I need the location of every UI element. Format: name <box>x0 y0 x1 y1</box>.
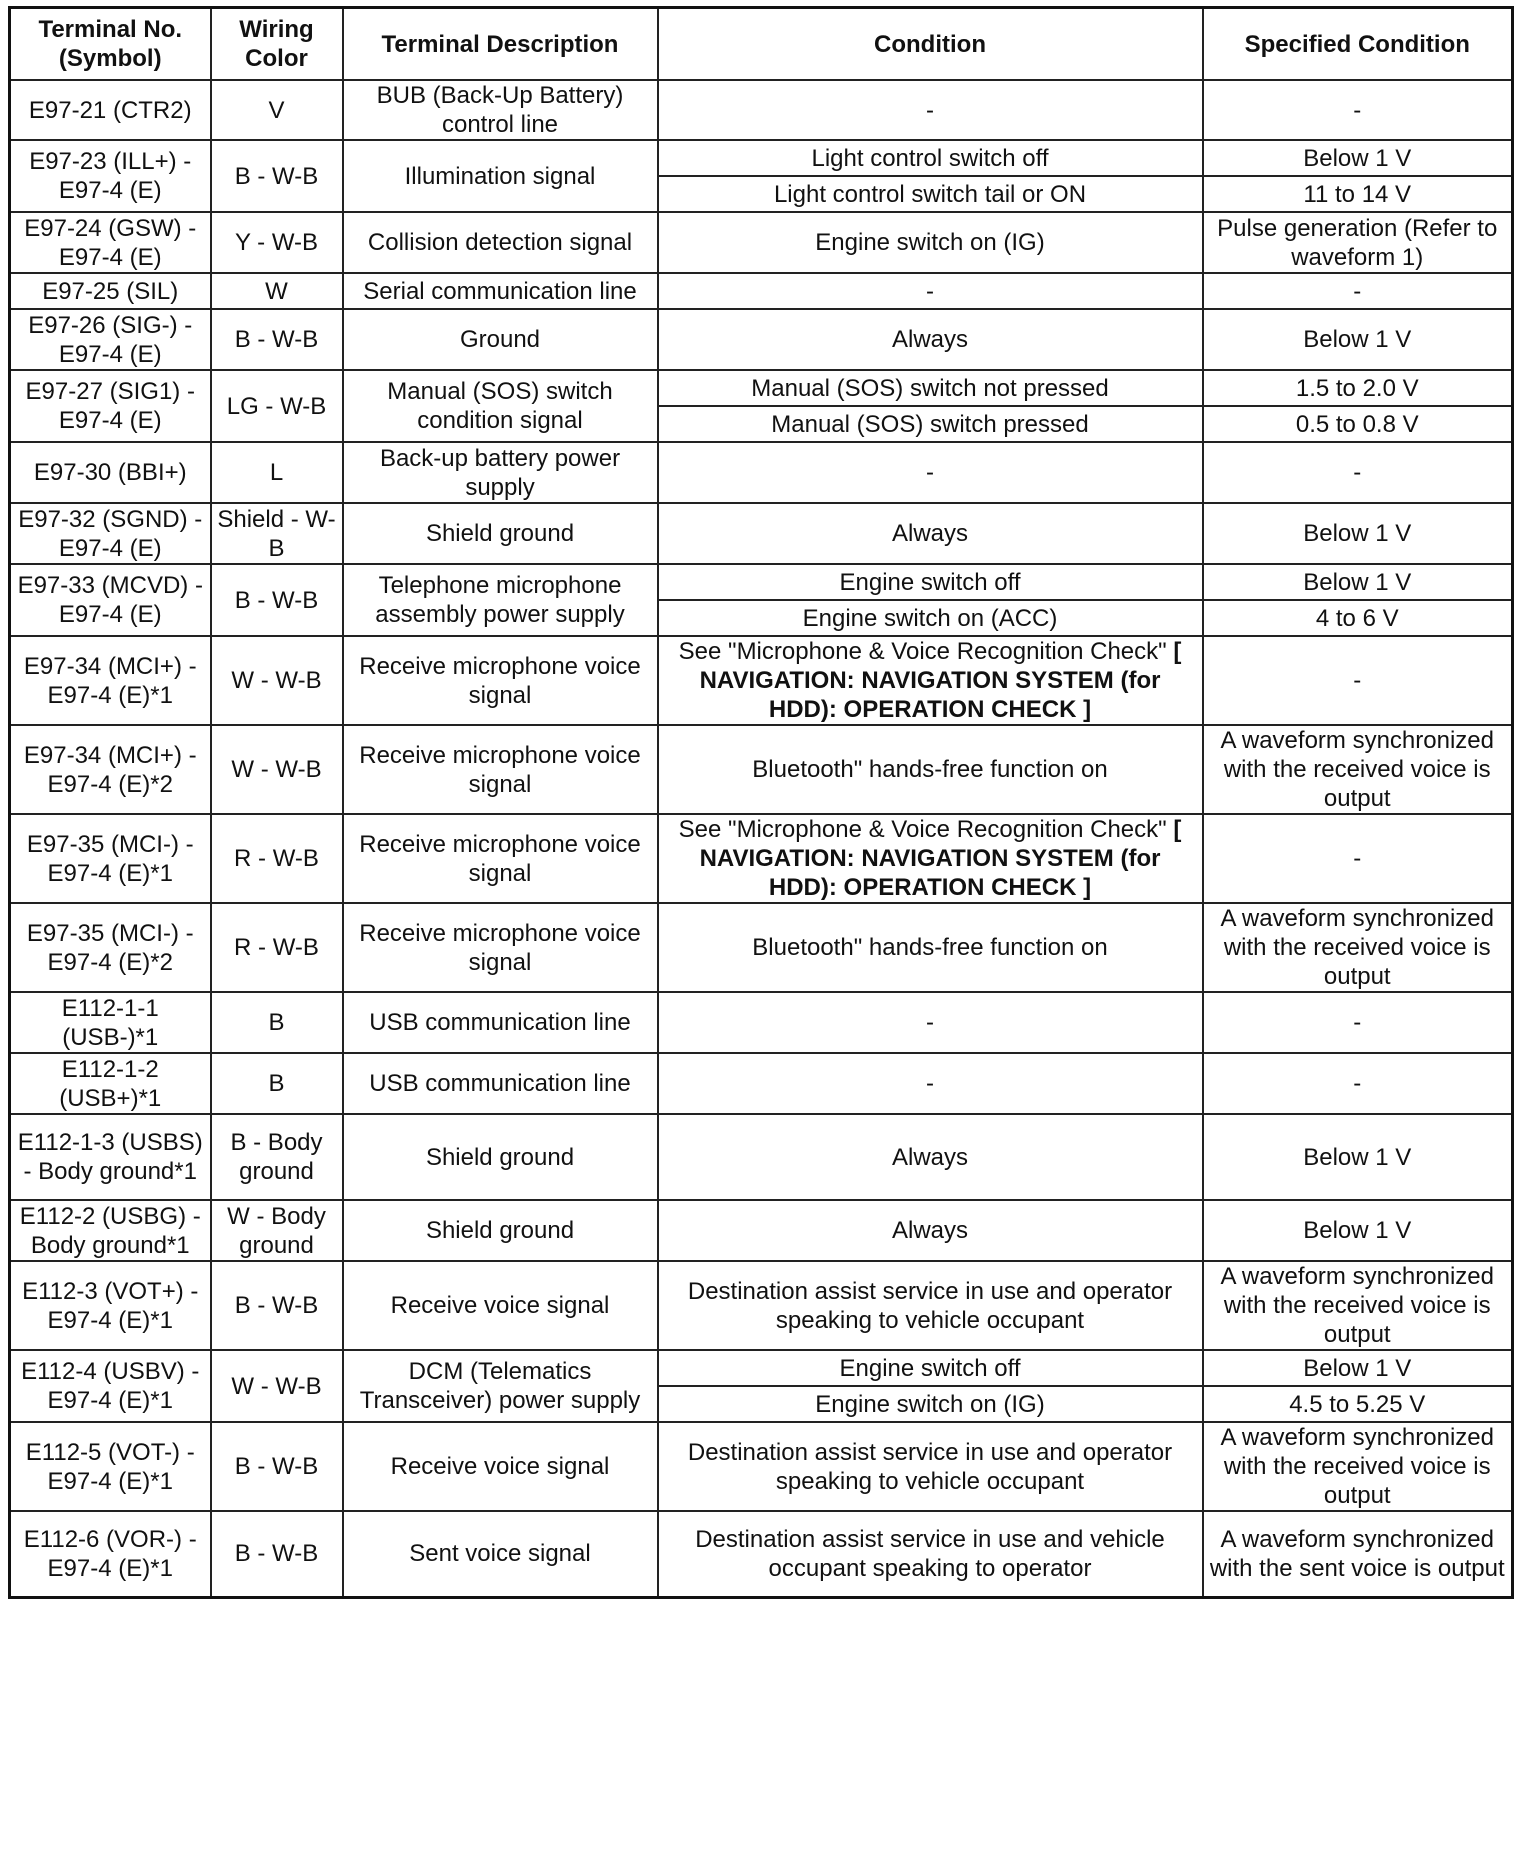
description-cell: Receive microphone voice signal <box>343 814 658 903</box>
description-cell: Telephone microphone assembly power supply <box>343 564 658 636</box>
description-cell: Receive voice signal <box>343 1261 658 1350</box>
bracket-open: [ <box>1173 816 1182 843</box>
terminal-cell: E97-34 (MCI+) - E97-4 (E)*1 <box>10 636 211 725</box>
table-row <box>10 903 1513 992</box>
condition-cell <box>658 636 1203 725</box>
terminal-cell: E112-1-1 (USB-)*1 <box>10 992 211 1053</box>
specified-condition-cell: Below 1 V <box>1203 309 1513 370</box>
specified-condition-cell: A waveform synchronized with the sent voice is output <box>1203 1511 1513 1597</box>
description-cell: USB communication line <box>343 992 658 1053</box>
specified-condition-cell: Below 1 V <box>1203 1350 1513 1386</box>
table-row <box>10 1422 1513 1511</box>
condition-cell: Light control switch tail or ON <box>658 176 1203 212</box>
see-check-text: See "Microphone & Voice Recognition Check" <box>678 638 1167 665</box>
wiring-color-cell: W - Body ground <box>211 1200 343 1261</box>
specified-condition-cell: Below 1 V <box>1203 1114 1513 1200</box>
table-row <box>10 212 1513 273</box>
table-row <box>10 1350 1513 1386</box>
header-wiring <box>211 8 343 81</box>
table-row <box>10 140 1513 176</box>
condition-cell: Always <box>658 1200 1203 1261</box>
specified-condition-cell: - <box>1203 992 1513 1053</box>
wiring-color-cell: B - W-B <box>211 309 343 370</box>
terminal-cell: E112-4 (USBV) - E97-4 (E)*1 <box>10 1350 211 1422</box>
table-row <box>10 503 1513 564</box>
terminal-cell: E97-25 (SIL) <box>10 273 211 309</box>
wiring-color-cell: R - W-B <box>211 814 343 903</box>
description-cell: Sent voice signal <box>343 1511 658 1597</box>
terminal-cell: E112-1-2 (USB+)*1 <box>10 1053 211 1114</box>
table-row <box>10 1114 1513 1200</box>
wiring-color-cell: B - W-B <box>211 1261 343 1350</box>
wiring-color-cell: R - W-B <box>211 903 343 992</box>
wiring-color-cell: L <box>211 442 343 503</box>
specified-condition-cell: 4 to 6 V <box>1203 600 1513 636</box>
condition-cell <box>658 814 1203 903</box>
specified-condition-cell: Pulse generation (Refer to waveform 1) <box>1203 212 1513 273</box>
table-row <box>10 1200 1513 1261</box>
terminal-cell: E112-6 (VOR-) - E97-4 (E)*1 <box>10 1511 211 1597</box>
description-cell: Receive voice signal <box>343 1422 658 1511</box>
header-wiring-line2: Color <box>245 45 308 72</box>
specified-condition-cell: Below 1 V <box>1203 140 1513 176</box>
specified-condition-cell: A waveform synchronized with the received voice is output <box>1203 903 1513 992</box>
condition-cell: - <box>658 1053 1203 1114</box>
description-cell: Shield ground <box>343 1114 658 1200</box>
condition-cell: Bluetooth" hands-free function on <box>658 725 1203 814</box>
specified-condition-cell: A waveform synchronized with the received voice is output <box>1203 725 1513 814</box>
terminal-table <box>8 6 1514 1599</box>
description-cell: Illumination signal <box>343 140 658 212</box>
description-cell: Shield ground <box>343 1200 658 1261</box>
terminal-cell: E97-23 (ILL+) - E97-4 (E) <box>10 140 211 212</box>
condition-cell: Engine switch on (IG) <box>658 212 1203 273</box>
condition-cell: - <box>658 442 1203 503</box>
description-cell: USB communication line <box>343 1053 658 1114</box>
terminal-cell: E97-32 (SGND) - E97-4 (E) <box>10 503 211 564</box>
wiring-color-cell: LG - W-B <box>211 370 343 442</box>
description-cell: Receive microphone voice signal <box>343 725 658 814</box>
terminal-table-container <box>8 6 1511 1599</box>
terminal-cell: E97-26 (SIG-) - E97-4 (E) <box>10 309 211 370</box>
table-row <box>10 564 1513 600</box>
header-wiring-line1: Wiring <box>239 16 314 43</box>
table-row <box>10 1261 1513 1350</box>
wiring-color-cell: B - W-B <box>211 1422 343 1511</box>
description-cell: Receive microphone voice signal <box>343 903 658 992</box>
table-row <box>10 442 1513 503</box>
wiring-color-cell: B <box>211 1053 343 1114</box>
header-condition: Condition <box>658 8 1203 81</box>
specified-condition-cell: - <box>1203 80 1513 140</box>
terminal-cell: E97-27 (SIG1) - E97-4 (E) <box>10 370 211 442</box>
wiring-color-cell: Shield - W-B <box>211 503 343 564</box>
condition-cell: Destination assist service in use and vehicle occupant speaking to operator <box>658 1511 1203 1597</box>
specified-condition-cell: A waveform synchronized with the received voice is output <box>1203 1261 1513 1350</box>
see-check-text: See "Microphone & Voice Recognition Check" <box>678 816 1167 843</box>
condition-cell: Bluetooth" hands-free function on <box>658 903 1203 992</box>
terminal-cell: E97-35 (MCI-) - E97-4 (E)*1 <box>10 814 211 903</box>
wiring-color-cell: V <box>211 80 343 140</box>
bracket-open: [ <box>1173 638 1182 665</box>
table-row <box>10 1511 1513 1597</box>
wiring-color-cell: Y - W-B <box>211 212 343 273</box>
terminal-cell: E97-34 (MCI+) - E97-4 (E)*2 <box>10 725 211 814</box>
specified-condition-cell: - <box>1203 442 1513 503</box>
table-row <box>10 814 1513 903</box>
terminal-cell: E112-1-3 (USBS) - Body ground*1 <box>10 1114 211 1200</box>
specified-condition-cell: 11 to 14 V <box>1203 176 1513 212</box>
terminal-cell: E97-30 (BBI+) <box>10 442 211 503</box>
specified-condition-cell: - <box>1203 1053 1513 1114</box>
table-body <box>10 80 1513 1597</box>
table-row <box>10 1053 1513 1114</box>
description-cell: Back-up battery power supply <box>343 442 658 503</box>
wiring-color-cell: B - W-B <box>211 1511 343 1597</box>
wiring-color-cell: W - W-B <box>211 1350 343 1422</box>
condition-cell: - <box>658 273 1203 309</box>
terminal-cell: E112-2 (USBG) - Body ground*1 <box>10 1200 211 1261</box>
header-terminal <box>10 8 211 81</box>
condition-cell: Engine switch on (ACC) <box>658 600 1203 636</box>
condition-cell: Destination assist service in use and operator speaking to vehicle occupant <box>658 1422 1203 1511</box>
specified-condition-cell: Below 1 V <box>1203 1200 1513 1261</box>
condition-cell: Engine switch on (IG) <box>658 1386 1203 1422</box>
navigation-reference: NAVIGATION: NAVIGATION SYSTEM (for HDD): OPERATION CHECK ] <box>699 667 1161 723</box>
terminal-cell: E112-5 (VOT-) - E97-4 (E)*1 <box>10 1422 211 1511</box>
specified-condition-cell: 4.5 to 5.25 V <box>1203 1386 1513 1422</box>
specified-condition-cell: - <box>1203 273 1513 309</box>
terminal-cell: E97-24 (GSW) - E97-4 (E) <box>10 212 211 273</box>
table-row <box>10 636 1513 725</box>
specified-condition-cell: Below 1 V <box>1203 503 1513 564</box>
terminal-cell: E97-33 (MCVD) - E97-4 (E) <box>10 564 211 636</box>
wiring-color-cell: W <box>211 273 343 309</box>
terminal-cell: E97-35 (MCI-) - E97-4 (E)*2 <box>10 903 211 992</box>
specified-condition-cell: A waveform synchronized with the received voice is output <box>1203 1422 1513 1511</box>
header-row <box>10 8 1513 81</box>
description-cell: Receive microphone voice signal <box>343 636 658 725</box>
table-row <box>10 80 1513 140</box>
header-specified: Specified Condition <box>1203 8 1513 81</box>
wiring-color-cell: B - W-B <box>211 140 343 212</box>
navigation-reference: NAVIGATION: NAVIGATION SYSTEM (for HDD): OPERATION CHECK ] <box>699 845 1161 901</box>
condition-cell: Engine switch off <box>658 564 1203 600</box>
specified-condition-cell: 1.5 to 2.0 V <box>1203 370 1513 406</box>
condition-cell: Manual (SOS) switch pressed <box>658 406 1203 442</box>
wiring-color-cell: B - W-B <box>211 564 343 636</box>
table-row <box>10 309 1513 370</box>
condition-cell: Manual (SOS) switch not pressed <box>658 370 1203 406</box>
description-cell: DCM (Telematics Transceiver) power supply <box>343 1350 658 1422</box>
specified-condition-cell: Below 1 V <box>1203 564 1513 600</box>
condition-cell: - <box>658 80 1203 140</box>
table-row <box>10 370 1513 406</box>
condition-cell: Destination assist service in use and operator speaking to vehicle occupant <box>658 1261 1203 1350</box>
table-row <box>10 273 1513 309</box>
wiring-color-cell: W - W-B <box>211 636 343 725</box>
specified-condition-cell: - <box>1203 814 1513 903</box>
specified-condition-cell: 0.5 to 0.8 V <box>1203 406 1513 442</box>
wiring-color-cell: W - W-B <box>211 725 343 814</box>
header-terminal-line1: Terminal No. <box>38 16 183 43</box>
specified-condition-cell: - <box>1203 636 1513 725</box>
table-row <box>10 992 1513 1053</box>
condition-cell: Engine switch off <box>658 1350 1203 1386</box>
description-cell: Manual (SOS) switch condition signal <box>343 370 658 442</box>
terminal-cell: E112-3 (VOT+) - E97-4 (E)*1 <box>10 1261 211 1350</box>
table-header <box>10 8 1513 81</box>
table-row <box>10 725 1513 814</box>
condition-cell: Always <box>658 503 1203 564</box>
description-cell: Serial communication line <box>343 273 658 309</box>
header-terminal-line2: (Symbol) <box>58 45 162 72</box>
description-cell: Ground <box>343 309 658 370</box>
condition-cell: Always <box>658 309 1203 370</box>
terminal-cell: E97-21 (CTR2) <box>10 80 211 140</box>
condition-cell: Light control switch off <box>658 140 1203 176</box>
description-cell: BUB (Back-Up Battery) control line <box>343 80 658 140</box>
header-description: Terminal Description <box>343 8 658 81</box>
description-cell: Shield ground <box>343 503 658 564</box>
description-cell: Collision detection signal <box>343 212 658 273</box>
wiring-color-cell: B <box>211 992 343 1053</box>
condition-cell: - <box>658 992 1203 1053</box>
condition-cell: Always <box>658 1114 1203 1200</box>
wiring-color-cell: B - Body ground <box>211 1114 343 1200</box>
